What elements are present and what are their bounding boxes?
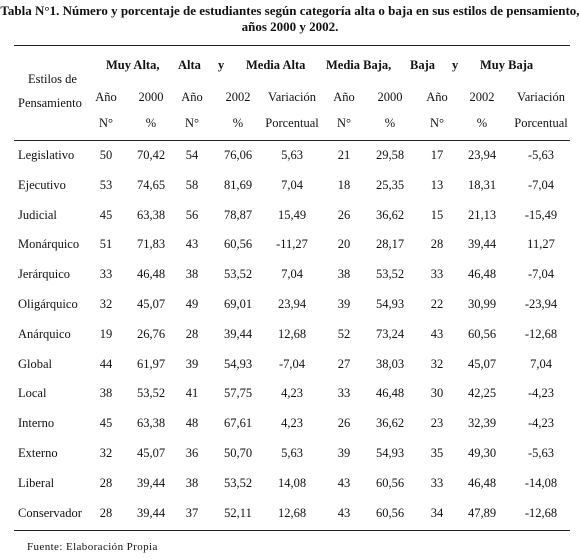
table-cell: 35: [430, 446, 444, 460]
group-header-cell: Media Baja,: [326, 58, 392, 72]
table-cell: 38: [99, 386, 113, 400]
subheader-cell: Año: [426, 90, 448, 104]
subheader-cell: Año: [95, 90, 117, 104]
table-cell: 39: [337, 297, 351, 311]
table-cell: -4,23: [527, 386, 555, 400]
table-cell: -15,49: [524, 208, 558, 222]
table-cell: 49: [185, 297, 199, 311]
table-cell: 81,69: [223, 178, 253, 192]
header-rule: [14, 140, 570, 141]
row-label: Anárquico: [18, 327, 71, 341]
table-cell: 33: [430, 267, 444, 281]
table-cell: 46,48: [375, 386, 405, 400]
table-cell: 39,44: [467, 237, 497, 251]
table-cell: 11,27: [527, 237, 555, 251]
table-cell: 28: [99, 476, 113, 490]
table-cell: 60,56: [223, 237, 253, 251]
subheader-cell: Año: [181, 90, 203, 104]
table-cell: 7,04: [281, 178, 303, 192]
bottom-rule: [14, 530, 570, 531]
table-cell: 36: [185, 446, 199, 460]
subheader-cell: Porcentual: [265, 116, 319, 130]
table-cell: 49,30: [467, 446, 497, 460]
table-cell: 60,56: [467, 327, 497, 341]
subheader-cell: 2000: [138, 90, 164, 104]
table-cell: 69,01: [223, 297, 253, 311]
table-cell: 73,24: [375, 327, 405, 341]
table-cell: 15: [430, 208, 444, 222]
table-title-line-1: Tabla N°1. Número y porcentaje de estudiantes según categoría alta o baja en sus estilos de pensamiento,: [0, 3, 580, 18]
group-header-cell: Alta: [178, 58, 201, 72]
table-cell: -5,63: [527, 148, 555, 162]
table-cell: 45,07: [136, 297, 166, 311]
table-cell: 70,42: [136, 148, 166, 162]
row-label: Judicial: [18, 208, 57, 222]
table-cell: 22: [430, 297, 444, 311]
table-cell: 54,93: [223, 357, 253, 371]
group-header-cell: Media Alta: [246, 58, 306, 72]
table-cell: 43: [337, 476, 351, 490]
subheader-cell: %: [145, 116, 157, 130]
table-cell: 67,61: [223, 416, 253, 430]
table-cell: 26: [337, 208, 351, 222]
table-cell: 44: [99, 357, 113, 371]
group-header-cell: y: [218, 58, 225, 72]
table-cell: 23,94: [277, 297, 307, 311]
table-cell: 36,62: [375, 416, 405, 430]
table-cell: 52: [337, 327, 351, 341]
table-cell: 45,07: [136, 446, 166, 460]
table-cell: 51: [99, 237, 113, 251]
row-label: Conservador: [18, 506, 82, 520]
table-cell: 14,08: [277, 476, 307, 490]
table-cell: 56: [185, 208, 199, 222]
row-label: Legislativo: [18, 148, 75, 162]
table-cell: 13: [430, 178, 444, 192]
table-cell: -12,68: [524, 506, 558, 520]
table-cell: 41: [185, 386, 199, 400]
subheader-cell: 2000: [377, 90, 403, 104]
row-label: Local: [18, 386, 47, 400]
table-cell: -23,94: [524, 297, 558, 311]
stub-header-line-2: Pensamiento: [18, 96, 82, 110]
subheader-cell: 2002: [469, 90, 495, 104]
table-cell: 46,48: [467, 476, 497, 490]
table-cell: 45: [99, 416, 113, 430]
table-cell: 28: [99, 506, 113, 520]
table-cell: 39: [185, 357, 199, 371]
table-cell: 74,65: [136, 178, 166, 192]
group-header-cell: Baja: [410, 58, 435, 72]
table-cell: 33: [430, 476, 444, 490]
row-label: Oligárquico: [18, 297, 78, 311]
table-cell: 21,13: [467, 208, 497, 222]
group-header-cell: Muy Alta,: [106, 58, 160, 72]
row-label: Global: [18, 357, 53, 371]
source-note: Fuente: Elaboración Propia: [27, 541, 158, 553]
table-cell: 5,63: [281, 446, 303, 460]
table-cell: 36,62: [375, 208, 405, 222]
table-cell: 28: [185, 327, 199, 341]
subheader-cell: 2002: [225, 90, 251, 104]
table-cell: 53: [99, 178, 113, 192]
table-cell: 52,11: [224, 506, 252, 520]
table-cell: 53,52: [375, 267, 405, 281]
table-cell: 46,48: [467, 267, 497, 281]
table-cell: 7,04: [530, 357, 552, 371]
table-cell: 45: [99, 208, 113, 222]
table-cell: 71,83: [136, 237, 166, 251]
table-cell: 33: [99, 267, 113, 281]
group-header-cell: Muy Baja: [480, 58, 534, 72]
table-cell: 63,38: [136, 208, 166, 222]
table-cell: 43: [337, 506, 351, 520]
table-cell: 54: [185, 148, 199, 162]
table-cell: 17: [430, 148, 444, 162]
table-cell: 25,35: [375, 178, 405, 192]
table-cell: 23,94: [467, 148, 497, 162]
table-cell: 32: [99, 297, 113, 311]
table-cell: 30: [430, 386, 444, 400]
table-cell: 12,68: [277, 327, 307, 341]
table-cell: 53,52: [223, 476, 253, 490]
table-cell: 38: [337, 267, 351, 281]
table-cell: 60,56: [375, 506, 405, 520]
table-cell: 38,03: [375, 357, 405, 371]
table-cell: 38: [185, 476, 199, 490]
table-cell: -7,04: [527, 178, 555, 192]
table-cell: 12,68: [277, 506, 307, 520]
table-cell: 4,23: [281, 416, 303, 430]
table-cell: 43: [185, 237, 199, 251]
table-cell: 4,23: [281, 386, 303, 400]
row-label: Liberal: [18, 476, 55, 490]
table-cell: 37: [185, 506, 199, 520]
table-cell: 39,44: [136, 506, 166, 520]
group-header-cell: y: [452, 58, 459, 72]
table-cell: 7,04: [281, 267, 303, 281]
top-rule: [14, 45, 570, 46]
table-cell: 46,48: [136, 267, 166, 281]
subheader-cell: Variación: [268, 90, 316, 104]
row-label: Jerárquico: [18, 267, 71, 281]
table-cell: 39,44: [223, 327, 253, 341]
table-cell: -5,63: [527, 446, 555, 460]
table-cell: 47,89: [467, 506, 497, 520]
subheader-cell: Año: [333, 90, 355, 104]
table-cell: 61,97: [136, 357, 166, 371]
table-cell: 18: [337, 178, 351, 192]
table-cell: 21: [337, 148, 351, 162]
table-title-line-2: años 2000 y 2002.: [241, 19, 339, 34]
stub-header-line-1: Estilos de: [28, 72, 77, 86]
table-cell: 5,63: [281, 148, 303, 162]
table-cell: 30,99: [467, 297, 497, 311]
table-cell: 50,70: [223, 446, 253, 460]
row-label: Monárquico: [18, 237, 80, 251]
table-cell: 50: [99, 148, 113, 162]
table-cell: -14,08: [524, 476, 558, 490]
table-cell: 26: [337, 416, 351, 430]
table-cell: 45,07: [467, 357, 497, 371]
table-cell: 20: [337, 237, 351, 251]
table-cell: 43: [430, 327, 444, 341]
table-cell: 42,25: [467, 386, 497, 400]
table-cell: 28,17: [375, 237, 405, 251]
table-cell: 28: [430, 237, 444, 251]
subheader-cell: %: [232, 116, 244, 130]
subheader-cell: N°: [98, 116, 114, 130]
table-cell: 58: [185, 178, 199, 192]
row-label: Interno: [18, 416, 55, 430]
table-cell: -7,04: [278, 357, 306, 371]
row-label: Externo: [18, 446, 58, 460]
table-cell: -7,04: [527, 267, 555, 281]
row-label: Ejecutivo: [18, 178, 66, 192]
table-cell: 34: [430, 506, 444, 520]
table-cell: -12,68: [524, 327, 558, 341]
table-cell: 32: [430, 357, 444, 371]
table-cell: 32,39: [467, 416, 497, 430]
table-cell: 53,52: [223, 267, 253, 281]
table-cell: 76,06: [223, 148, 253, 162]
table-cell: -11,27: [276, 237, 308, 251]
table-cell: 78,87: [223, 208, 253, 222]
table-cell: 29,58: [375, 148, 405, 162]
table-cell: 33: [337, 386, 351, 400]
table-cell: 54,93: [375, 297, 405, 311]
subheader-cell: N°: [184, 116, 200, 130]
table-cell: 53,52: [136, 386, 166, 400]
subheader-cell: N°: [336, 116, 352, 130]
table-cell: 19: [99, 327, 113, 341]
subheader-cell: Variación: [517, 90, 565, 104]
subheader-cell: %: [476, 116, 488, 130]
table-cell: 39,44: [136, 476, 166, 490]
table-cell: 26,76: [136, 327, 166, 341]
subheader-cell: N°: [429, 116, 445, 130]
table-cell: 60,56: [375, 476, 405, 490]
table-cell: 57,75: [223, 386, 253, 400]
table-cell: 32: [99, 446, 113, 460]
table-cell: -4,23: [527, 416, 555, 430]
table-cell: 15,49: [277, 208, 307, 222]
table-cell: 18,31: [467, 178, 497, 192]
table-cell: 63,38: [136, 416, 166, 430]
table-cell: 39: [337, 446, 351, 460]
table-cell: 27: [337, 357, 351, 371]
subheader-cell: %: [384, 116, 396, 130]
table-cell: 54,93: [375, 446, 405, 460]
table-cell: 23: [430, 416, 444, 430]
table-cell: 48: [185, 416, 199, 430]
subheader-cell: Porcentual: [514, 116, 568, 130]
table-cell: 38: [185, 267, 199, 281]
